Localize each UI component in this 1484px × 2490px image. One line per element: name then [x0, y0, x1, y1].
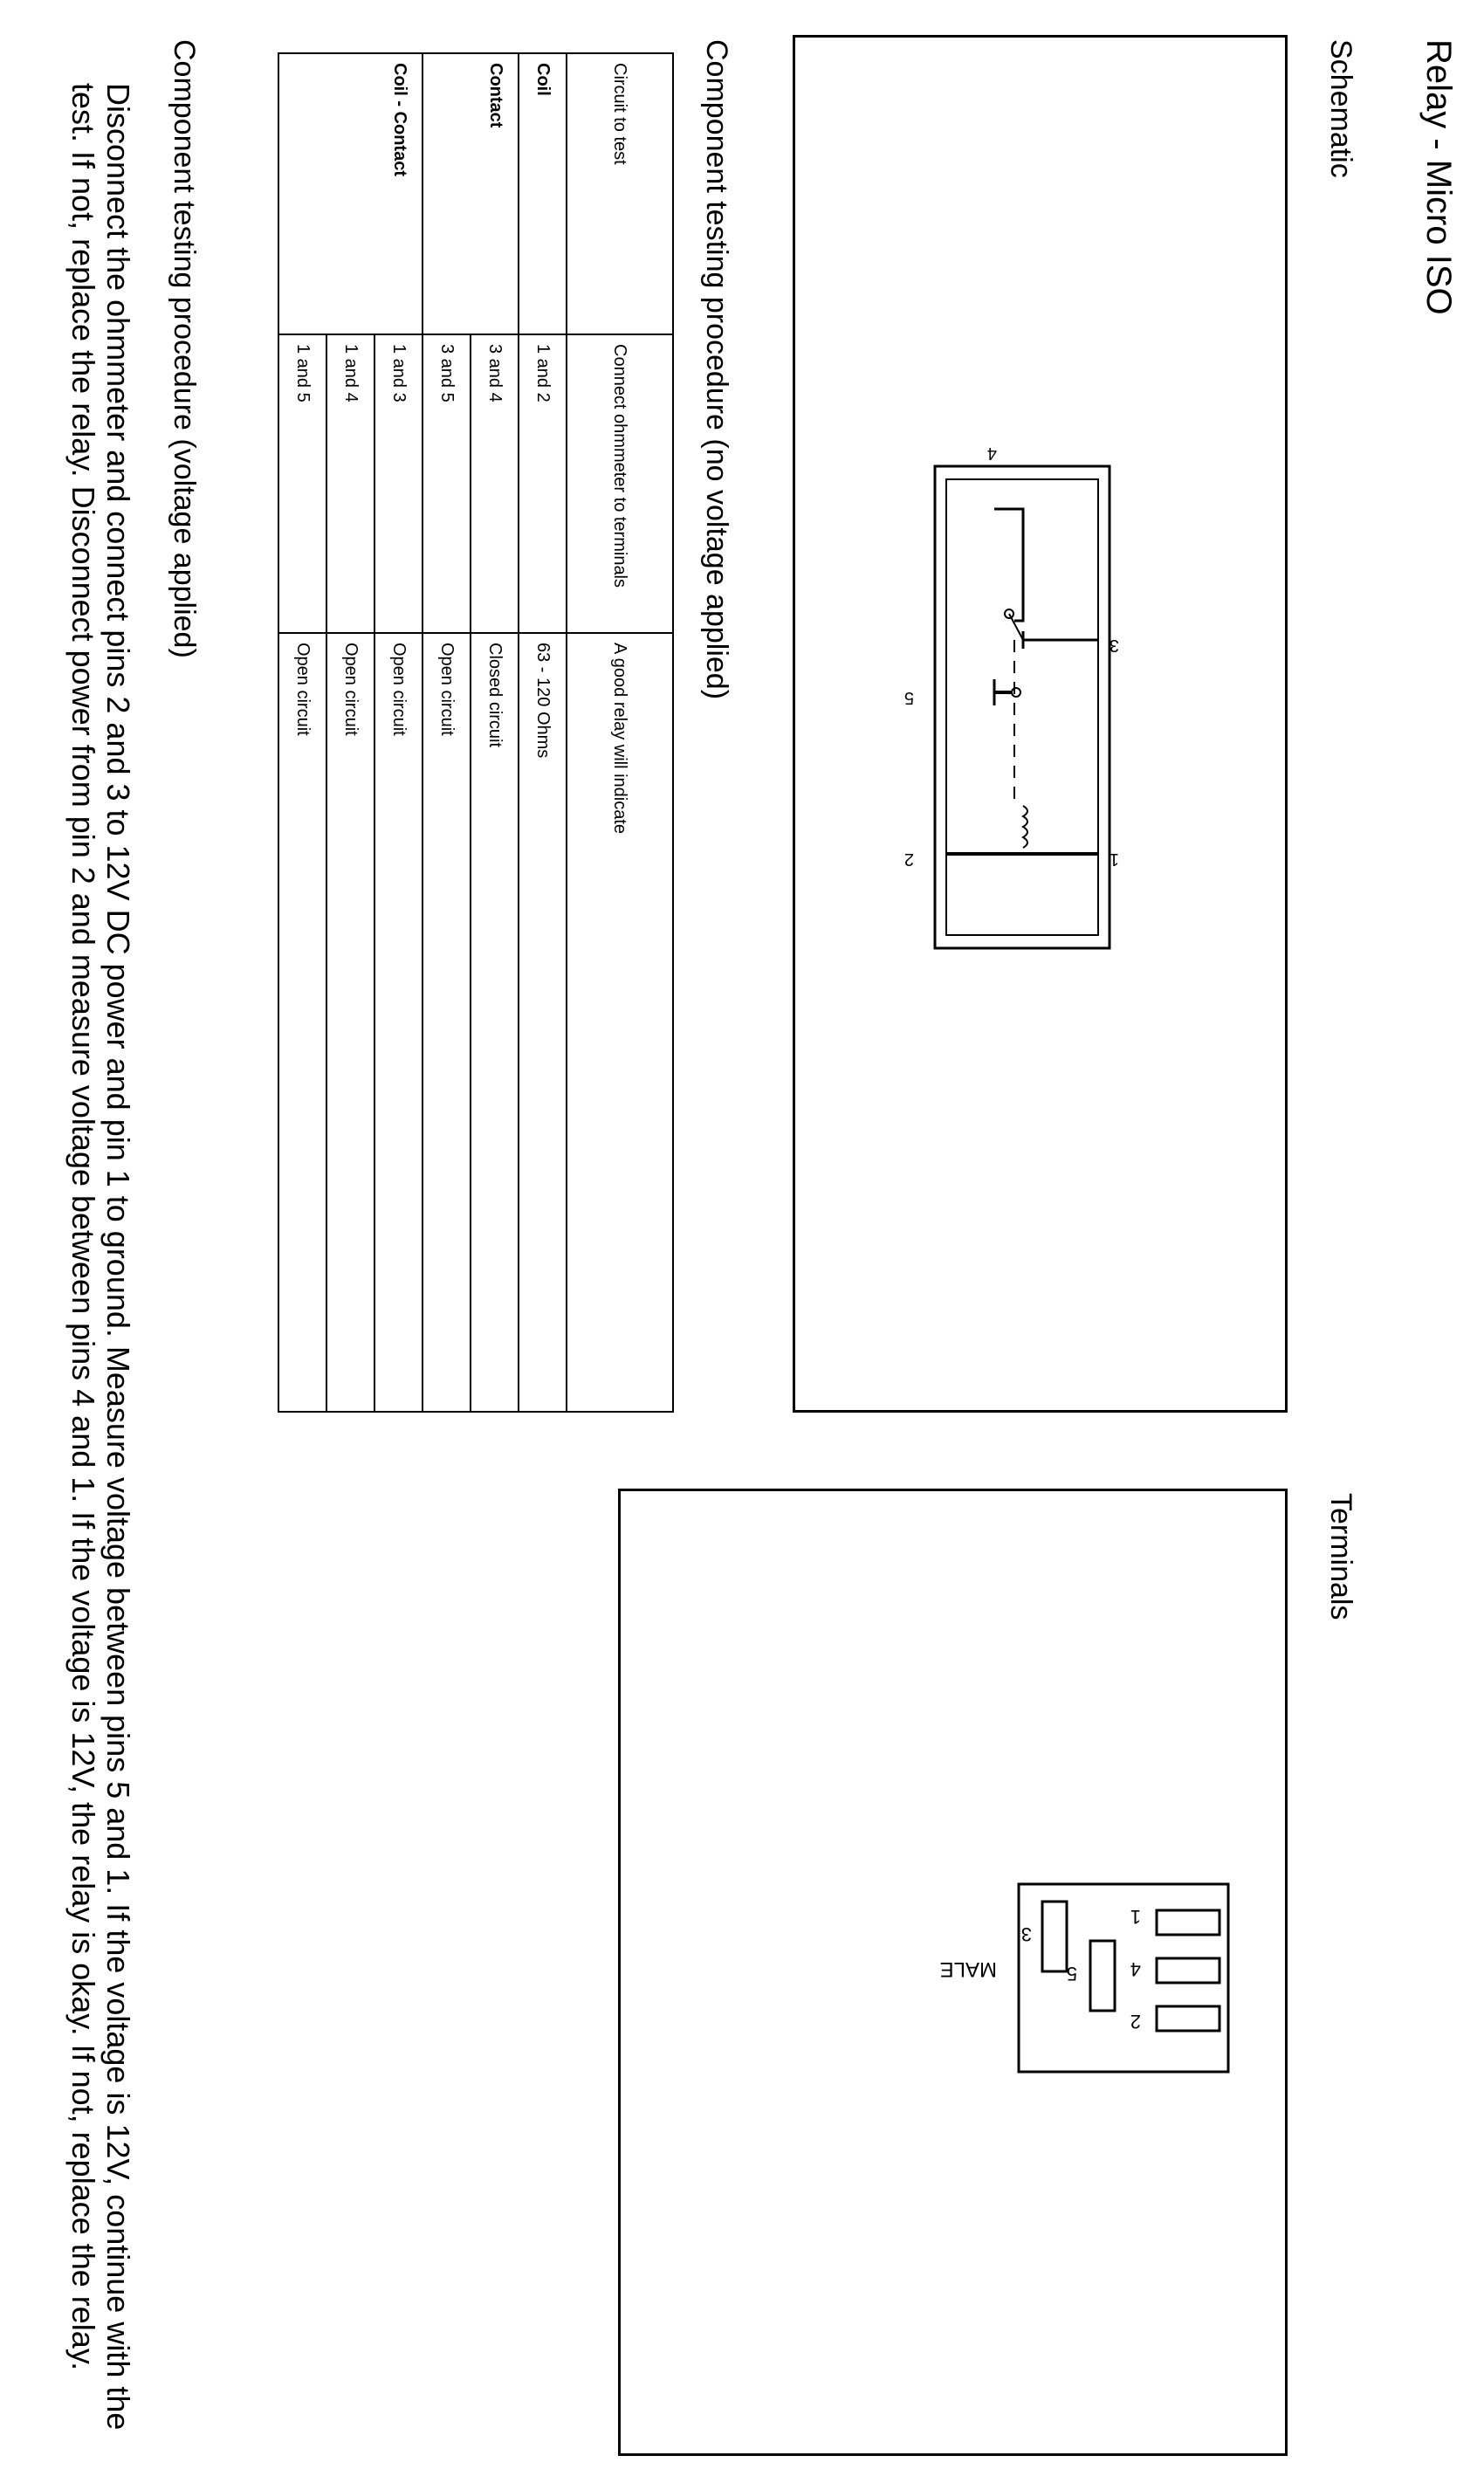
schematic-pin-4-label: 4 [986, 444, 997, 463]
terminals-label: Terminals [1324, 1493, 1357, 1620]
terminal-blade-5 [1090, 1941, 1115, 2011]
terminals-cell: 3 and 4 [471, 334, 519, 633]
terminals-cell: 1 and 5 [278, 334, 326, 633]
column-header: Connect ohmmeter to terminals [567, 334, 673, 633]
terminal-blade-1 [1157, 1910, 1219, 1935]
schematic-box [793, 35, 1288, 1413]
connector-type-label: MALE [939, 1957, 997, 1981]
terminals-box [618, 1489, 1288, 2456]
terminals-cell: 1 and 4 [326, 334, 374, 633]
coil-winding [1023, 806, 1027, 848]
voltage-applied-heading: Component testing procedure (voltage applied) [168, 39, 201, 658]
voltage-applied-text: Disconnect the ohmmeter and connect pins 2 and 3 to 12V DC power and pin 1 to ground. Measure voltage between pins 5 and 1. If the voltage is 12V, continue with the test. If not, replace the relay. Disconnect power from pin 2 and measure voltage between pins 4 and 1. If the voltage is 12V, the relay is okay. If not, replace the relay. [65, 83, 136, 2431]
schematic-pin-2-label: 2 [903, 849, 914, 869]
terminal-layout-diagram [615, 1491, 1285, 2459]
result-cell: Open circuit [423, 633, 471, 1412]
schematic-label: Schematic [1324, 39, 1357, 178]
circuit-cell: Coil - Contact [278, 53, 423, 334]
contact-pin-5 [1012, 688, 1020, 697]
page-title: Relay - Micro ISO [1419, 39, 1458, 315]
terminal-blade-3 [1042, 1902, 1067, 1971]
terminals-cell: 3 and 5 [423, 334, 471, 633]
circuit-cell: Contact [423, 53, 519, 334]
result-cell: Closed circuit [471, 633, 519, 1412]
schematic-pin-5-label: 5 [903, 688, 914, 707]
connector-outline [1019, 1884, 1228, 2072]
terminals-cell: 1 and 3 [374, 334, 423, 633]
terminal-pin-4-label: 4 [1130, 1958, 1141, 1980]
relay-schematic-diagram [790, 38, 1285, 1415]
terminals-cell: 1 and 2 [519, 334, 567, 633]
terminal-pin-5-label: 5 [1066, 1963, 1077, 1984]
result-cell: Open circuit [374, 633, 423, 1412]
result-cell: Open circuit [326, 633, 374, 1412]
terminal-blade-4 [1157, 1958, 1219, 1983]
schematic-pin-3-label: 3 [1109, 636, 1119, 655]
terminal-pin-1-label: 1 [1130, 1906, 1141, 1928]
terminal-pin-3-label: 3 [1020, 1923, 1032, 1945]
test-table [278, 52, 674, 1413]
wire-pin-4 [994, 509, 1023, 621]
terminal-blade-2 [1157, 2006, 1219, 2031]
table-row [471, 53, 519, 1412]
table-row [374, 53, 423, 1412]
column-header: A good relay will indicate [567, 633, 673, 1412]
terminal-pin-2-label: 2 [1130, 2011, 1141, 2033]
result-cell: 63 - 120 Ohms [519, 633, 567, 1412]
table-header-row [567, 53, 673, 1412]
table-row [519, 53, 567, 1412]
switch-lever [1009, 614, 1023, 640]
result-cell: Open circuit [278, 633, 326, 1412]
no-voltage-heading: Component testing procedure (no voltage applied) [700, 39, 733, 700]
schematic-pin-1-label: 1 [1109, 849, 1119, 869]
column-header: Circuit to test [567, 53, 673, 334]
circuit-cell: Coil [519, 53, 567, 334]
